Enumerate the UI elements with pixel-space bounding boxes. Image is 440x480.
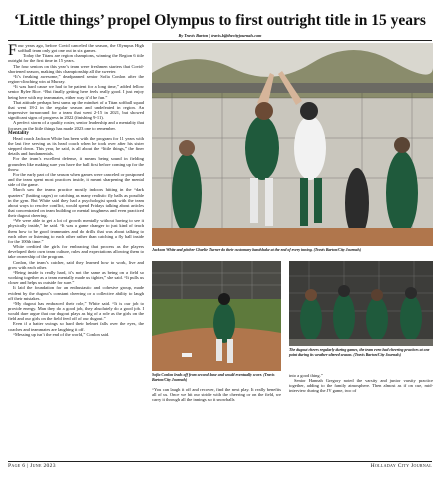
photo-conlon-image <box>152 261 281 371</box>
header-rule <box>8 40 432 41</box>
footer-rule <box>8 461 432 462</box>
photo-dugout-image <box>289 261 433 346</box>
paragraph: A perfect storm of a quality roster, senior leadership and a mentality that focuses on the little things has made 2023 one to remember. <box>8 120 144 131</box>
paragraph: Head coach Jackson White has been with the program for 11 years with the last five serving as its head coach when he took over after his sister stepped down. This year, he said, is all about the “little things,” the finer details and fundamentals. <box>8 135 144 157</box>
footer-page-date: Page 6 | June 2023 <box>8 463 56 469</box>
caption-conlon: Sofia Conlon leads off from second base and would eventually score. (Travis Barton/City Journals) <box>152 373 275 382</box>
paragraph: The four seniors on this year’s team were freshmen starters that Covid-shortened season, making this championship all the sweeter. <box>8 63 144 74</box>
paragraph: Senior Hannah Gregory noted the varsity and junior varsity practice together, adding to the family atmosphere. Then almost as if on cue, mid-interview during the JV game, two of <box>289 378 433 394</box>
section-subhead: Mentality <box>8 130 29 136</box>
paragraph: “It was hard cause we had to be patient for a long time,” added fellow senior Rylee Rice. “But finally getting here feels really good. I just enjoy being here with my teammates, either way it’d be fun.” <box>8 84 144 100</box>
paragraph: That attitude perhaps best sums up the mindset of a Titan softball squad that went 18-2 in the regular season and undefeated in region. An impressive turnaround for a team that went 2-15 in 2021, but showed significant signs of progress in 2022 (finishing 9-11). <box>8 99 144 121</box>
paragraph: “We were able to get a lot of growth mentally without having to see it physically inside,” he said. “It was a game changer to just kind of teach them how to be good teammates and do drills that was about talking to each other or listening to each other rather than catching a fly ball inside for the 100th time.” <box>8 218 144 244</box>
paragraph: “My dugout has embraced their role,” White said. “It is our job to provide energy. Man they do a good job, they absolutely do a good job. I would dare argue that our dugout plays as big of a role as the girls on the field and our girls on the field feed off of our dugout.” <box>8 300 144 322</box>
article-column-3 <box>289 373 433 459</box>
photo-high-five-image <box>152 43 433 246</box>
article-byline: By Travis Barton | travis.b@thecityjournals.com <box>178 33 262 38</box>
paragraph: “It’s freaking awesome,” deadpanned senior Sofia Conlon after the region-clinching win at Murray. <box>8 73 144 85</box>
footer-publication: Holladay City Journal <box>370 463 432 469</box>
paragraph: For the early part of the season when games were canceled or postponed and the team spent most practices inside, it meant sharpening the mental side of the game. <box>8 171 144 188</box>
photo-high-five <box>152 43 433 246</box>
paragraph: “Being inside is really hard, it’s not the same as being on a field so working together as a team mentally made us tighter,” she said. “It pulls us closer and helps us outside for sure.” <box>8 269 144 286</box>
paragraph: Conlon, the team’s catcher, said they learned how to work, live and grow with each other. <box>8 259 144 270</box>
drop-cap: F <box>8 43 17 59</box>
article-headline: ‘Little things’ propel Olympus to first outright title in 15 years <box>14 12 426 29</box>
paragraph: into a good thing.” <box>289 373 323 378</box>
paragraph: “You can laugh it off and recover, find the next play. It really benefits all of us. Once we hit our stride with the cheering or on the field, we carry it through all the innings so it snowballs <box>152 387 281 403</box>
paragraph: White credited the girls for embracing that process as the players developed their own team culture, rules and expectations allowing them to take ownership of the program. <box>8 244 144 260</box>
paragraph: Even if a batter swings so hard their helmet falls over the eyes, the coaches and teammates are laughing it off. <box>8 321 144 332</box>
article-column-2 <box>152 387 281 459</box>
caption-dugout: The dugout cheers regularly during games, the team even had cheering practices at one point during its weather-altered season. (Travis Barton/City Journals) <box>289 348 430 357</box>
paragraph: For the team’s excellent defense, it means being sound in fielding grounders like making sure you have the ball first before coming up for the throw. <box>8 156 144 172</box>
paragraph: “Messing up isn’t the end of the world,” Conlon said. <box>13 331 110 337</box>
photo-conlon <box>152 261 281 371</box>
paragraph: March saw the teams practice mostly indoors hitting in the “dark quarters” (batting cages) or catching as many realistic fly balls as possible in the gym. But White said they had a psychologist speak with the team about ways to resolve conflict, would spend Fridays talking about articles that concentrated on team building or mental toughness and even practiced their dugout cheering. <box>8 187 144 219</box>
paragraph: Today the Titans are region champions, winning the Region 6 title outright for the first time in 15 years. <box>8 53 144 64</box>
lead-paragraph: Four years ago, before Covid canceled the season, the Olympus High softball team only got one out in six games. <box>8 43 144 59</box>
paragraph: It laid the foundation for an enthusiastic and cohesive group, made evident by the dugout’s constant cheering or a collective ability to laugh off their mistakes. <box>8 285 144 301</box>
photo-dugout <box>289 261 433 346</box>
article-column-1 <box>8 43 144 458</box>
caption-high-five: Jackson White and pitcher Charlie Turner do their customary handshake at the end of every inning. (Travis Barton/City Journals) <box>152 248 362 252</box>
